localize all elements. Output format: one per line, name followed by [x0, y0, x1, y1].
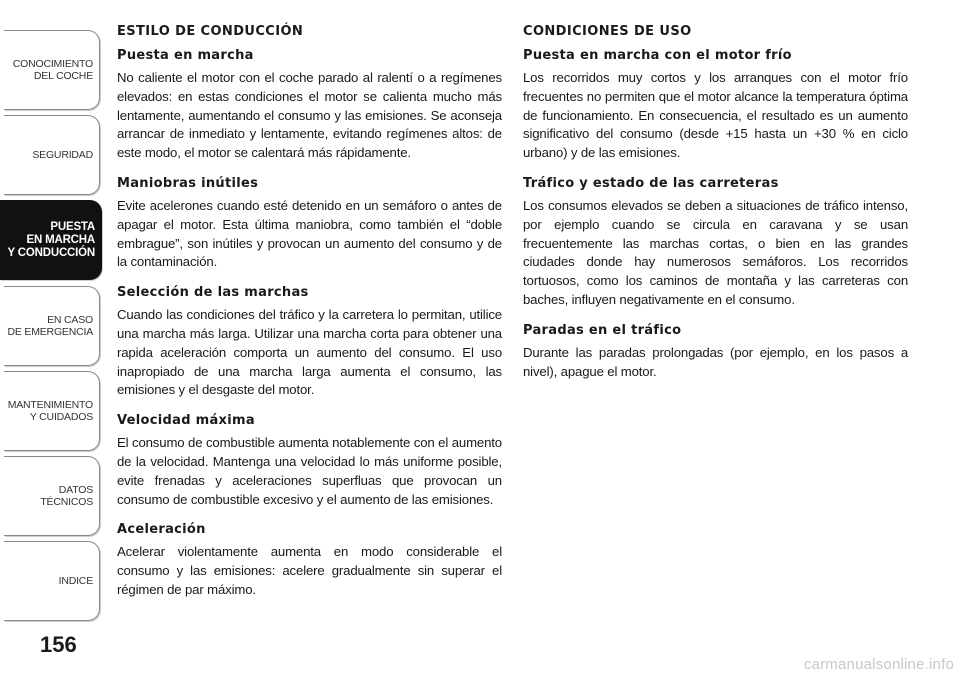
subheading: Tráfico y estado de las carreteras	[523, 175, 779, 191]
paragraph: Durante las paradas prolongadas (por ejemplo, en los pasos a nivel), apague el motor.	[523, 344, 908, 379]
tab-mantenimiento[interactable]: MANTENIMIENTO Y CUIDADOS	[4, 371, 100, 451]
subheading: Puesta en marcha	[117, 48, 254, 63]
subheading: Aceleración	[117, 522, 206, 538]
tab-indice[interactable]: INDICE	[4, 541, 100, 621]
paragraph: Cuando las condiciones del tráfico y la carretera lo permitan, utilice una marcha más larga. Utilizar una marcha corta para obtener una rapida aceleración comporta un aumento del consumo. El uso inapropiado de una marcha larga aumenta el consumo, las emisiones y el desgaste del motor.	[117, 307, 502, 398]
chapter-sidebar	[0, 0, 104, 677]
paragraph: El consumo de combustible aumenta notablemente con el aumento de la velocidad. Mantenga una velocidad lo más uniforme posible, evite frenadas y aceleraciones superfluas que provocan un consumo de combustible excesivo y el aumento de las emisiones.	[117, 435, 502, 507]
tab-en-caso-de-emergencia[interactable]: EN CASO DE EMERGENCIA	[4, 286, 100, 366]
page-number: 156	[40, 632, 77, 657]
subheading: Paradas en el tráfico	[523, 322, 682, 338]
tab-puesta-en-marcha[interactable]: PUESTA EN MARCHA Y CONDUCCIÓN	[0, 200, 102, 280]
subheading: Puesta en marcha con el motor frío	[523, 48, 792, 63]
section-title: ESTILO DE CONDUCCIÓN	[117, 24, 304, 39]
paragraph: Los recorridos muy cortos y los arranques con el motor frío frecuentes no permiten que el motor alcance la temperatura óptima de funcionamiento. En consecuencia, el resultado es un aumento significativo del consumo (desde +15 hasta un +30 % en ciclo urbano) y de las emisiones.	[523, 70, 908, 161]
right-column	[523, 24, 908, 394]
left-column	[117, 24, 502, 613]
subheading: Maniobras inútiles	[117, 175, 259, 191]
subheading: Velocidad máxima	[117, 413, 255, 429]
subheading: Selección de las marchas	[117, 285, 309, 301]
tab-seguridad[interactable]: SEGURIDAD	[4, 115, 100, 195]
watermark-text: carmanualsonline.info	[803, 656, 954, 673]
tab-datos-tecnicos[interactable]: DATOS TÉCNICOS	[4, 456, 100, 536]
paragraph: Los consumos elevados se deben a situaciones de tráfico intenso, por ejemplo cuando se circula en caravana y se usan frecuentemente las marchas cortas, o bien en las grandes ciudades donde hay numerosos semáforos. Los recorridos tortuosos, como los caminos de montaña y las carreteras con baches, influyen negativamente en el consumo.	[523, 197, 908, 307]
tab-conocimiento-del-coche[interactable]: CONOCIMIENTO DEL COCHE	[4, 30, 100, 110]
paragraph: No caliente el motor con el coche parado al ralentí o a regímenes elevados: en estas condiciones el motor se calienta mucho más lentamente, aumentando el consumo y las emisiones. Se aconseja arrancar de inmediato y lentamente, evitando regímenes altos: de este modo, el motor se calentará más rápidamente.	[117, 70, 502, 161]
section-title: CONDICIONES DE USO	[523, 24, 692, 39]
paragraph: Evite acelerones cuando esté detenido en un semáforo o antes de apagar el motor. Esta última maniobra, como también el “doble embrague”, son inútiles y provocan un aumento del consumo y de la contaminación.	[117, 197, 502, 270]
paragraph: Acelerar violentamente aumenta en modo considerable el consumo y las emisiones: acelere gradualmente sin superar el régimen de par máximo.	[117, 544, 502, 597]
